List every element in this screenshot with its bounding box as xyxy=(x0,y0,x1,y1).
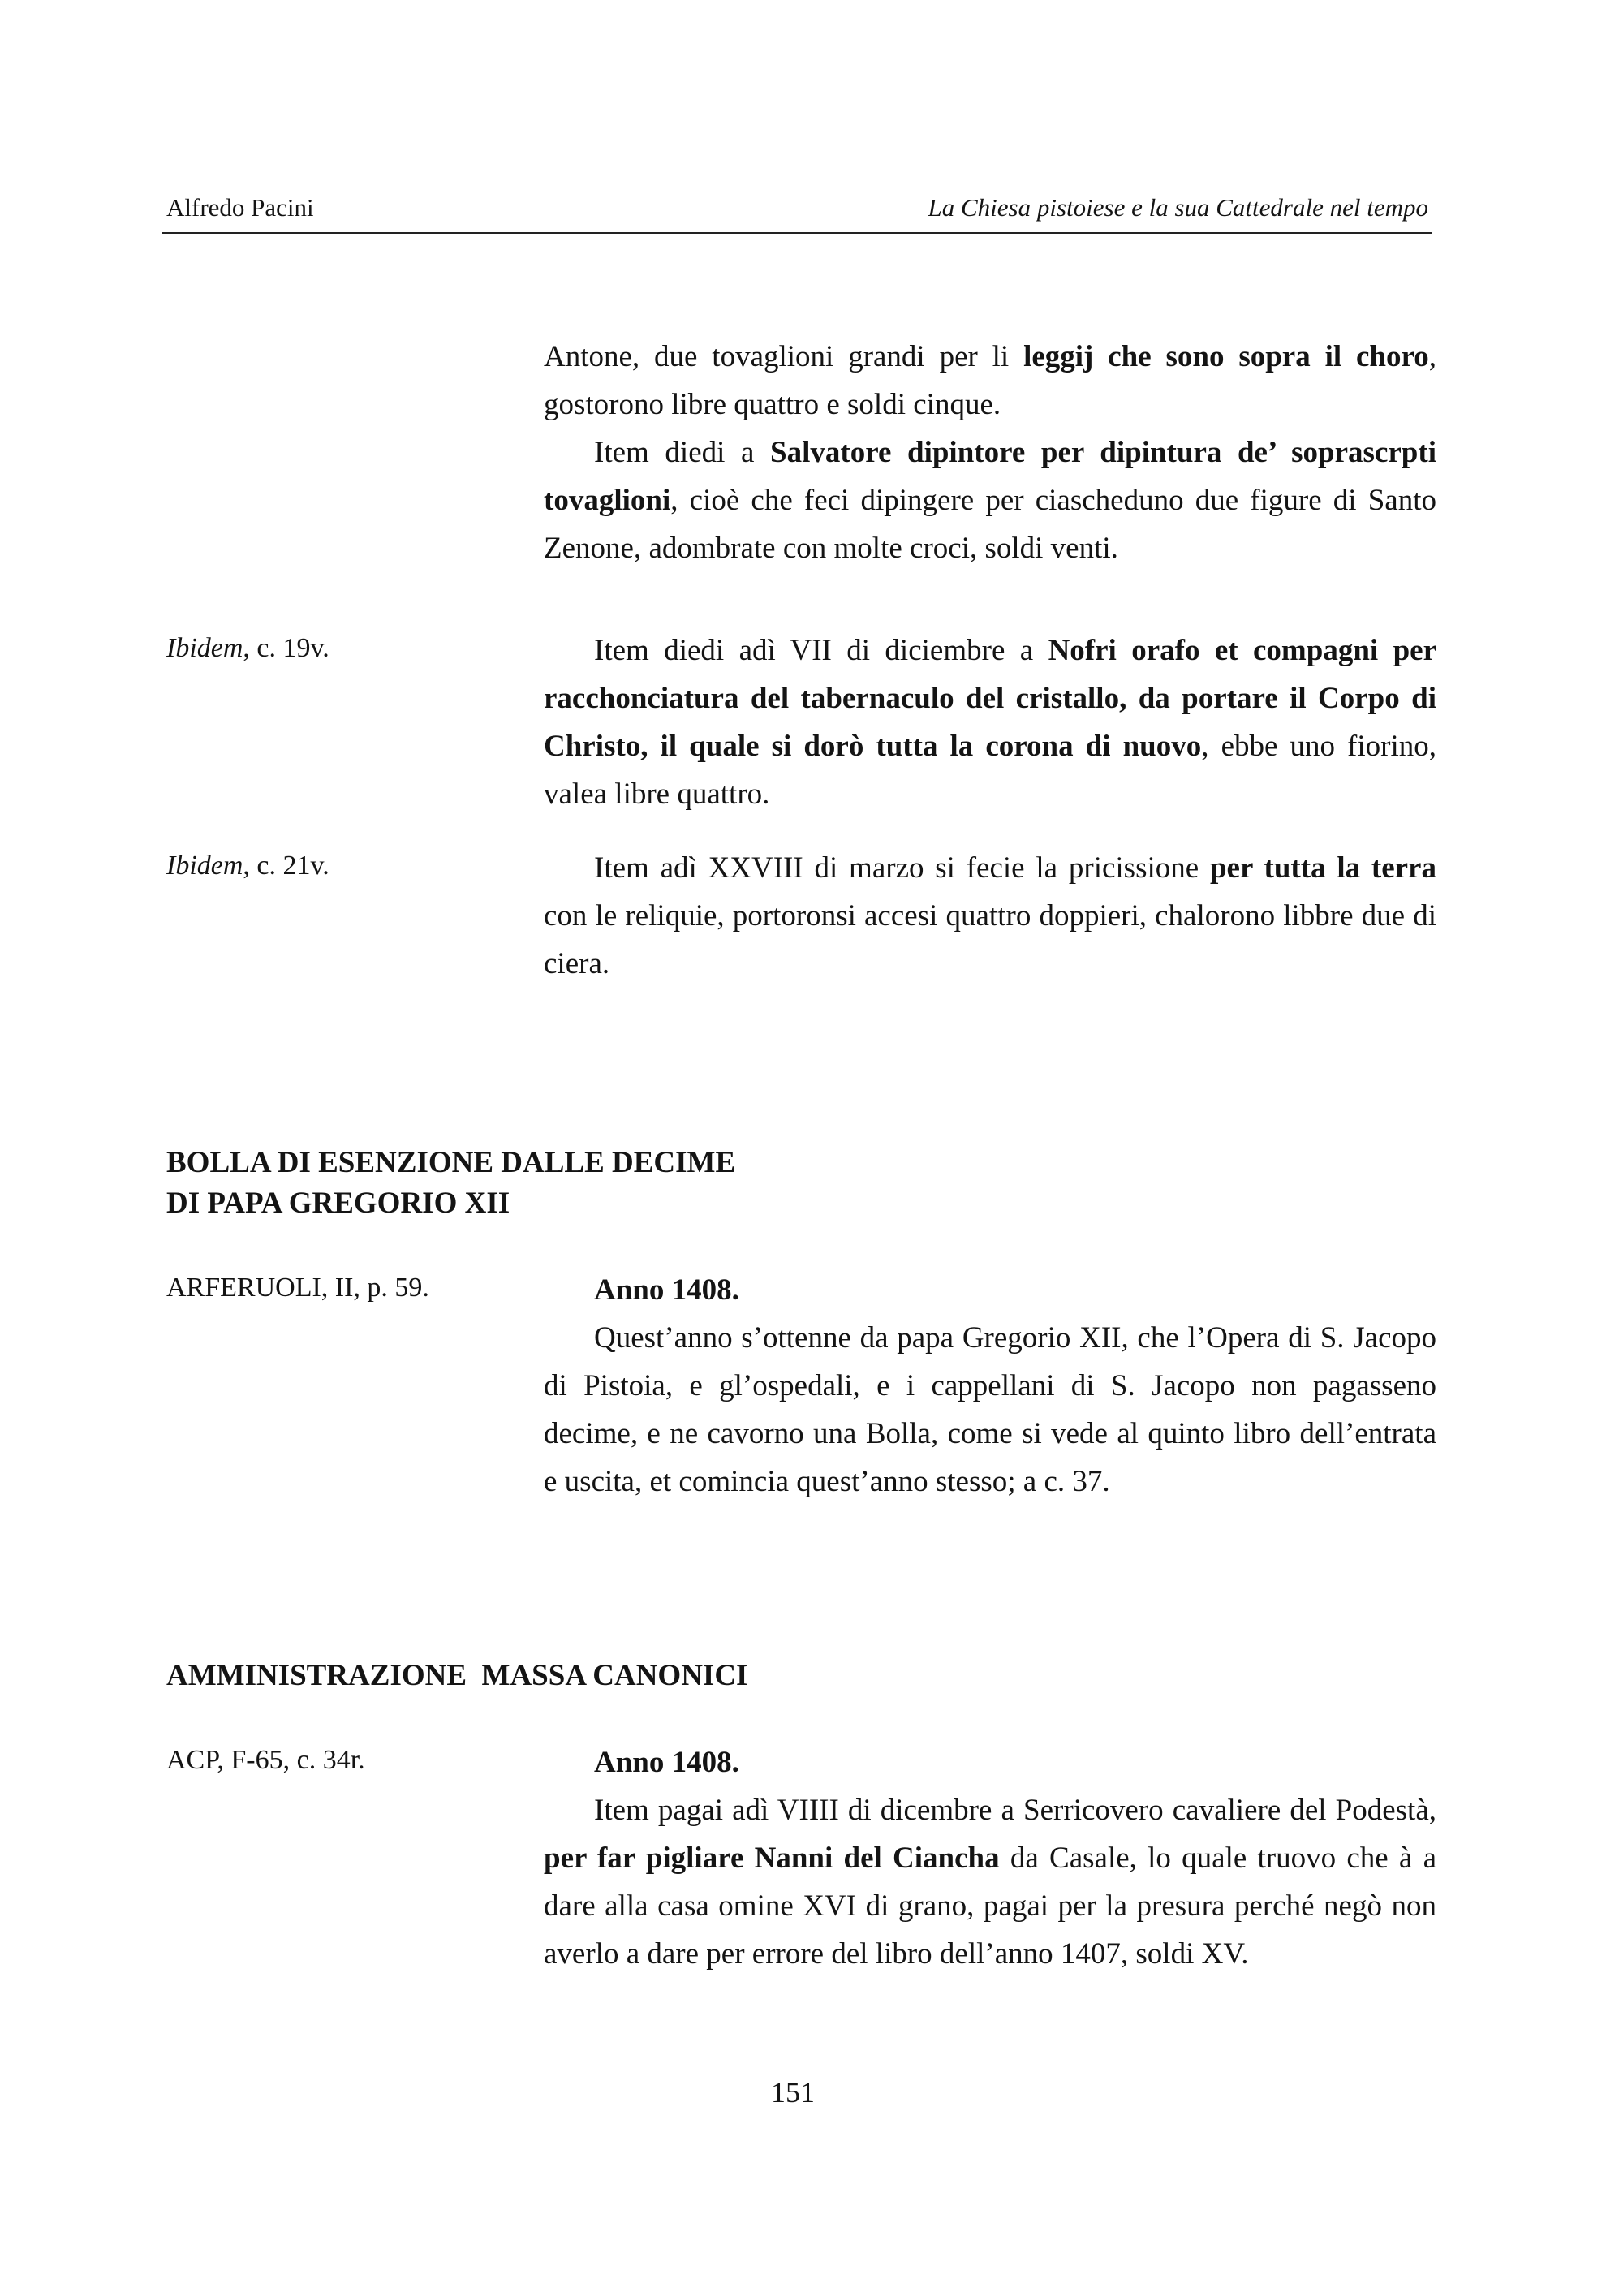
margin-reference-acp: ACP, F-65, c. 34r. xyxy=(166,1745,365,1775)
paragraph xyxy=(544,429,1436,572)
header-book-title: La Chiesa pistoiese e la sua Cattedrale nel tempo xyxy=(928,193,1428,222)
entry-block-3 xyxy=(544,844,1436,988)
text-run: Item diedi a xyxy=(594,436,771,469)
heading-line: DI PAPA GREGORIO XII xyxy=(166,1187,510,1220)
entry-block-2 xyxy=(544,627,1436,818)
margin-reference-21v xyxy=(166,851,329,881)
text-run: Item pagai adì VIIII di dicembre a Serricovero cavaliere del Podestà, xyxy=(594,1794,1436,1827)
ref-italic: Ibidem xyxy=(166,851,243,881)
ref-italic: Ibidem xyxy=(166,633,243,663)
paragraph xyxy=(544,333,1436,429)
ref-rest: , c. 21v. xyxy=(243,851,329,881)
bold-run: Salvatore dipintore per dipintura de’ soprascrpti tovaglioni xyxy=(544,436,1436,517)
ref-rest: , c. 19v. xyxy=(243,633,329,663)
heading-line: BOLLA DI ESENZIONE DALLE DECIME xyxy=(166,1146,736,1179)
paragraph xyxy=(544,844,1436,988)
text-run: , cioè che feci dipingere per ciascheduno due figure di Santo Zenone, adombrate con molte croci, soldi venti. xyxy=(544,484,1436,565)
page-number: 151 xyxy=(771,2076,815,2109)
text-run: Antone, due tovaglioni grandi per li xyxy=(544,340,1024,373)
paragraph: Quest’anno s’ottenne da papa Gregorio XII, che l’Opera di S. Jacopo di Pistoia, e gl’ospedali, e i cappellani di S. Jacopo non pagasseno decime, e ne cavorno una Bolla, come si vede al quinto libro dell’entrata e uscita, et comincia quest’anno stesso; a c. 37. xyxy=(544,1321,1436,1498)
paragraph xyxy=(544,1786,1436,1978)
bold-run: per tutta la terra xyxy=(1209,851,1436,885)
year-label: Anno 1408. xyxy=(594,1746,739,1779)
bold-run: Nofri orafo et compagni per racchonciatura del tabernaculo del cristallo, da portare il Corpo di Christo, il quale si dorò tutta la corona di nuovo xyxy=(544,634,1436,763)
text-run: con le reliquie, portoronsi accesi quattro doppieri, chalorono libbre due di ciera. xyxy=(544,899,1436,980)
header-author: Alfredo Pacini xyxy=(166,193,314,222)
running-head xyxy=(166,193,1428,226)
paragraph xyxy=(544,627,1436,818)
section-heading-bolla xyxy=(166,1143,735,1224)
section-heading-amministrazione: AMMINISTRAZIONE MASSA CANONICI xyxy=(166,1659,748,1692)
header-rule xyxy=(162,232,1432,234)
text-run: Item diedi adì VII di diciembre a xyxy=(594,634,1048,667)
text-run: , gostorono libre quattro e soldi cinque. xyxy=(544,340,1436,421)
margin-reference-arferuoli: ARFERUOLI, II, p. 59. xyxy=(166,1273,429,1303)
text-run: Item adì XXVIII di marzo si fecie la pricissione xyxy=(594,851,1210,885)
entry-block-1 xyxy=(544,333,1436,572)
entry-section-1 xyxy=(544,1266,1436,1506)
bold-run: leggij che sono sopra il choro xyxy=(1023,340,1429,373)
year-label: Anno 1408. xyxy=(594,1273,739,1307)
margin-reference-19v xyxy=(166,633,329,664)
bold-run: per far pigliare Nanni del Ciancha xyxy=(544,1842,1000,1875)
entry-section-2 xyxy=(544,1738,1436,1978)
text-run: da Casale, lo quale truovo che à a dare alla casa omine XVI di grano, pagai per la presura perché negò non averlo a dare per errore del libro dell’anno 1407, soldi XV. xyxy=(544,1842,1437,1971)
text-run: , ebbe uno fiorino, valea libre quattro. xyxy=(544,730,1437,811)
